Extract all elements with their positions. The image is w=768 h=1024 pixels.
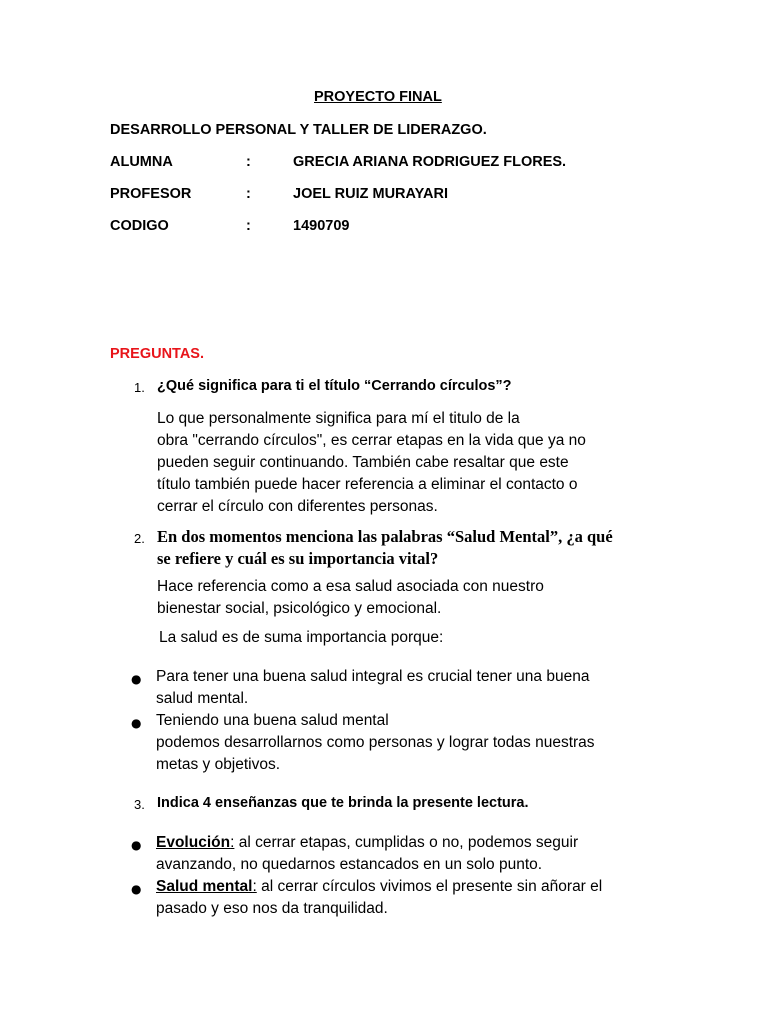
professor-name: JOEL RUIZ MURAYARI — [293, 186, 448, 202]
answer-1-line: pueden seguir continuando. También cabe resaltar que este — [157, 454, 569, 471]
question-3-text: Indica 4 enseñanzas que te brinda la presente lectura. — [157, 795, 529, 811]
question-3-number: 3. — [134, 797, 145, 812]
section-heading: PREGUNTAS. — [110, 346, 204, 362]
question-1-text: ¿Qué significa para ti el título “Cerrando círculos”? — [157, 378, 512, 394]
bullet-text: metas y objetivos. — [156, 756, 281, 773]
bullet-text: salud mental. — [156, 690, 249, 707]
question-2-text: En dos momentos menciona las palabras “Salud Mental”, ¿a qué — [157, 527, 613, 546]
lesson-term: Salud mental — [156, 878, 253, 895]
student-name: GRECIA ARIANA RODRIGUEZ FLORES. — [293, 154, 567, 170]
document-title: PROYECTO FINAL — [314, 89, 442, 105]
bullet-icon: ● — [131, 838, 142, 852]
answer-1-line: obra "cerrando círculos", es cerrar etapas en la vida que ya no — [157, 432, 586, 449]
professor-label: PROFESOR — [110, 186, 192, 202]
code-value: 1490709 — [293, 218, 350, 234]
importance-line: La salud es de suma importancia porque: — [159, 629, 444, 646]
question-2-text: se refiere y cuál es su importancia vital? — [157, 549, 439, 568]
bullet-icon: ● — [131, 716, 142, 730]
answer-1-line: cerrar el círculo con diferentes personas. — [157, 498, 438, 515]
bullet-text: Teniendo una buena salud mental — [156, 712, 389, 729]
answer-1-line: Lo que personalmente significa para mí el titulo de la — [157, 410, 520, 427]
code-label: CODIGO — [110, 218, 169, 234]
code-separator: : — [246, 218, 251, 234]
professor-separator: : — [246, 186, 251, 202]
bullet-text: podemos desarrollarnos como personas y lograr todas nuestras — [156, 734, 595, 751]
question-1-number: 1. — [134, 380, 145, 395]
student-label: ALUMNA — [110, 154, 173, 170]
answer-2-line: Hace referencia como a esa salud asociada con nuestro — [157, 578, 544, 595]
lesson-text: al cerrar círculos vivimos el presente sin añorar el — [256, 878, 603, 895]
lesson-term: Evolución — [156, 834, 231, 851]
question-2-number: 2. — [134, 531, 145, 546]
lesson-text: avanzando, no quedarnos estancados en un solo punto. — [156, 856, 543, 873]
lesson-item — [156, 876, 602, 898]
bullet-icon: ● — [131, 672, 142, 686]
lesson-colon: : — [252, 878, 257, 895]
student-separator: : — [246, 154, 251, 170]
lesson-text: pasado y eso nos da tranquilidad. — [156, 900, 388, 917]
bullet-text: Para tener una buena salud integral es crucial tener una buena — [156, 668, 590, 685]
lesson-item — [156, 832, 578, 854]
lesson-text: al cerrar etapas, cumplidas o no, podemos seguir — [234, 834, 579, 851]
answer-2-line: bienestar social, psicológico y emocional. — [157, 600, 442, 617]
bullet-icon: ● — [131, 882, 142, 896]
answer-1-line: título también puede hacer referencia a eliminar el contacto o — [157, 476, 578, 493]
course-name: DESARROLLO PERSONAL Y TALLER DE LIDERAZGO. — [110, 122, 487, 138]
lesson-colon: : — [230, 834, 235, 851]
